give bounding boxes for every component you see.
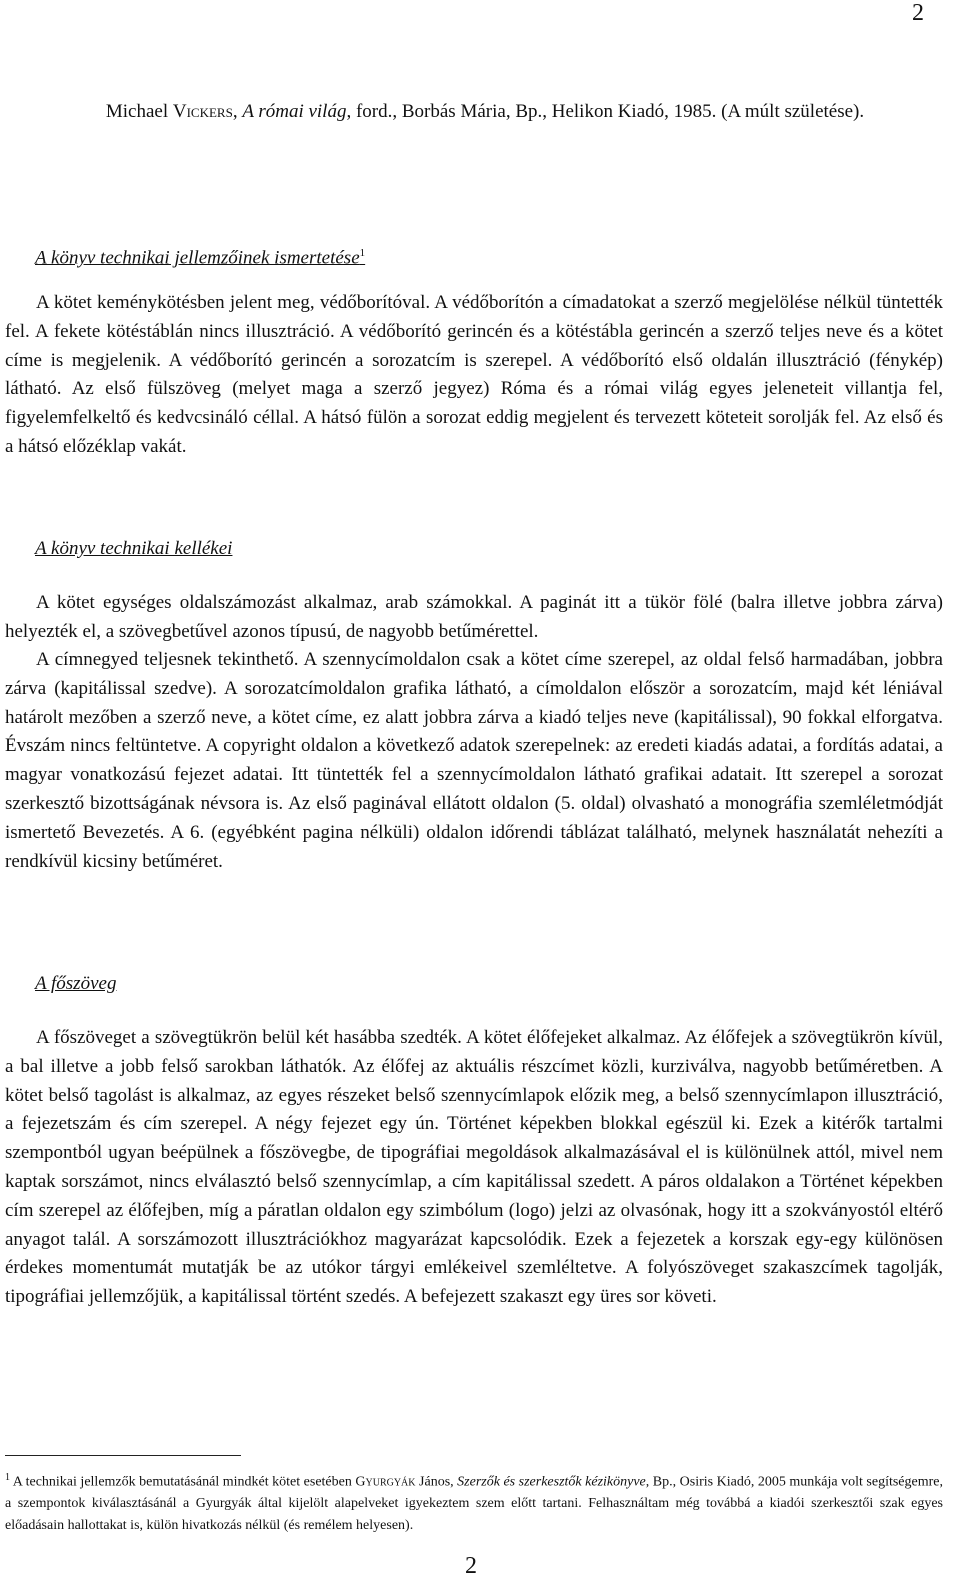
footnote-mark: 1 xyxy=(5,1472,10,1483)
book-citation: Michael Vickers, A római világ, ford., Borbás Mária, Bp., Helikon Kiadó, 1985. (A múlt születése). xyxy=(105,101,865,122)
footnote-author-last: Gyurgyák xyxy=(355,1474,416,1490)
footnote: $^1$ A technikai jellemzők bemutatásánál mindkét kötet esetében Gyurgyák János, Szerzők és szerkesztők kézikönyve, Bp., Osiris Kiadó, 2005 munkája volt segítségemre, a szempontok kiválasztásánál a Gyurgyák által kijelölt alapelveket igyekeztem szem előtt tartani. Felhasználtam még továbbá a kiadói szerkesztői szak egyes előadásain hallottakat is, külön hivatkozás nélkül (és remélem helyesen). xyxy=(5,1472,943,1533)
page-number-top: 2 xyxy=(912,0,924,26)
footnote-separator xyxy=(5,1455,241,1456)
section-heading-main-text: A főszöveg xyxy=(35,973,117,994)
paragraph-main-text: A főszöveget a szövegtükrön belül két hasábba szedték. A kötet élőfejeket alkalmaz. Az élőfejek a szövegtükrön kívül, a bal illetve a jobb felső sarokban láthatók. Az élőfej az aktuális részcímet közli, kurziválva, nagyobb betűméretben. A kötet belső tagolást is alkalmaz, az egyes részeket belső szennycímlapok előzik meg, a belső szennycímlapon illusztráció, a fejezetszám és cím szerepel. A négy fejezet egy ún. Történet képekben blokkal egészül ki. Ezek a kitérők tartalmi szempontból ugyan beépülnek a főszövegbe, de tipográfiai megoldások alkalmazásával el is különülnek attól, mivel nem kaptak sorszámot, nincs elválasztó belső szennycímlap, a cím kapitálissal szedett. A páros oldalakon a Történet képekben cím szerepel az élőfejben, míg a páratlan oldalon egy szimbólum (logo) jelzi az olvasónak, hogy itt a szokványostól eltérő anyagot talál. A sorszámozott illusztrációkhoz magyarázat kapcsolódik. Ezek a fejezetek a korszak egy-egy különösen érdekes momentumát mutatják be az utókor tárgyi emlékeivel szemléltetve. A folyószöveget szakaszcímek tagolják, tipográfiai jellemzőjük, a kapitálissal történt szedés. A befejezett szakaszt egy üres sor követi. xyxy=(5,1027,943,1308)
footnote-title: Szerzők és szerkesztők kézikönyve xyxy=(457,1474,646,1490)
page-number-bottom: 2 xyxy=(465,1553,477,1579)
footnote-reference: 1 xyxy=(359,247,366,259)
paragraph-accessories-2: A címnegyed teljesnek tekinthető. A szennycímoldalon csak a kötet címe szerepel, az oldal felső harmadában, jobbra zárva (kapitálissal szedve). A sorozatcímoldalon grafika látható, a címoldalon először a sorozatcím, majd két léniával határolt mezőben a szerző neve, a kötet címe, ez alatt jobbra zárva a kiadó teljes neve (kapitálissal), 90 fokkal elforgatva. Évszám nincs feltüntetve. A copyright oldalon a következő adatok szerepelnek: az eredeti kiadás adatai, a fordítás adatai, a magyar vonatkozású fejezet adatai. Itt tüntették fel a szennycímoldalon látható grafikai adatait. Itt szerepel a sorozat szerkesztő bizottságának névsora is. Az első paginával ellátott oldalon (5. oldal) olvasható a monográfia szemléletmódját ismertető Bevezetés. A 6. (egyébként pagina nélküli) oldalon időrendi táblázat található, melynek használatát nehezíti a rendkívül kicsiny betűméret. xyxy=(5,649,943,872)
paragraph-technical: A kötet keménykötésben jelent meg, védőborítóval. A védőborítón a címadatokat a szerző megjelölése nélkül tüntették fel. A fekete kötéstáblán nincs illusztráció. A védőborító gerincén és a kötéstábla gerincén a szerző teljes neve és a kötet címe is megjelenik. A védőborító gerincén a sorozatcím is szerepel. A védőborító első oldalán illusztráció (fénykép) látható. Az első fülszöveg (melyet maga a szerző jegyez) Róma és a római világ egyes jeleneteit villantja fel, figyelemfelkeltő és kedvcsináló céllal. A hátsó fülön a sorozat eddig megjelent és tervezett köteteit sorolják fel. Az első és a hátsó előzéklap vakát. xyxy=(5,292,943,457)
section-heading-technical: A könyv technikai jellemzőinek ismertetése$^1$ xyxy=(35,247,366,269)
section-heading-accessories: A könyv technikai kellékei xyxy=(35,538,233,559)
paragraph-accessories-1: A kötet egységes oldalszámozást alkalmaz, arab számokkal. A paginát itt a tükör fölé (balra illetve jobbra zárva) helyezték el, a szövegbetűvel azonos típusú, de nagyobb betűmérettel. xyxy=(5,592,943,642)
citation-rest: , ford., Borbás Mária, Bp., Helikon Kiadó, 1985. (A múlt születése). xyxy=(346,101,865,122)
citation-author-first: Michael xyxy=(105,101,173,122)
citation-author-last: Vickers xyxy=(172,101,233,122)
citation-title: A római világ xyxy=(242,101,347,122)
